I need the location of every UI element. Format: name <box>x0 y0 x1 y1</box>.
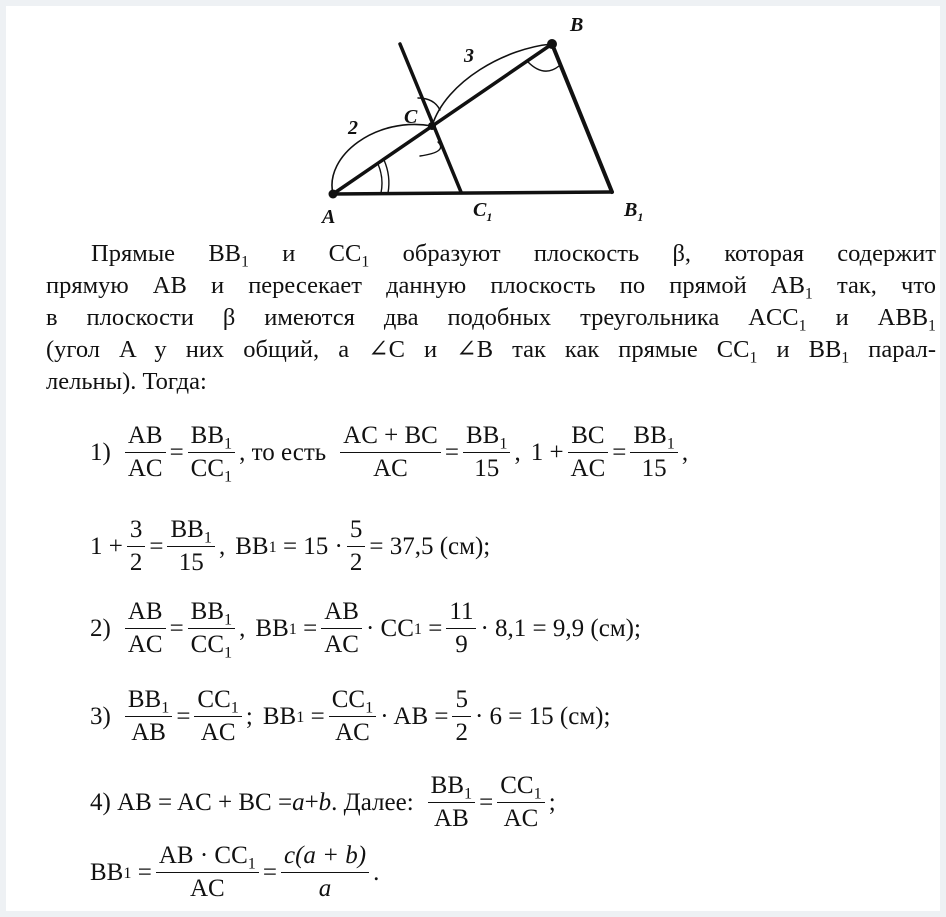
paragraph-line-1: Прямые $BB_1$ и $CC_1$ образуют плоскость β, которая содержит <box>91 240 937 271</box>
paragraph-line-5: лельны). Тогда: <box>46 368 207 395</box>
fraction: $\frac{AB}{AC}$ <box>125 422 166 483</box>
fraction: $\frac{BB_1}{15}$ <box>463 422 510 483</box>
fraction: $\frac{5}{2}$ <box>347 516 366 577</box>
point-A <box>329 190 338 199</box>
label-B1: $B_1$ <box>624 199 644 224</box>
point-C <box>428 122 436 130</box>
label-B: B <box>570 14 584 36</box>
fraction: $\frac{AB \cdot CC_1}{AC}$ <box>156 842 259 903</box>
paragraph-line-3: в плоскости β имеются два подобных треугольника $ACC_1$ и $ABB_1$ <box>46 304 936 335</box>
fraction: $\frac{3}{2}$ <box>127 516 146 577</box>
fraction: $\frac{c(a + b)}{a}$ <box>281 842 369 903</box>
segment-AB <box>333 44 552 194</box>
point-B <box>547 39 557 49</box>
label-seg-CB: 3 <box>464 45 474 67</box>
fraction: $\frac{CC_1}{AC}$ <box>194 686 241 747</box>
angle-A-arc2 <box>384 160 389 193</box>
equation-2: 2) $\frac{AB}{AC}$ = $\frac{BB_1}{CC_1}$ , BB 1 = $\frac{AB}{AC}$ · CC 1 = $\frac{11}{9}$ · 8,1 = 9,9 (см); <box>90 598 641 662</box>
solution-paragraph <box>46 238 936 398</box>
fraction: $\frac{BB_1}{15}$ <box>630 422 677 483</box>
label-seg-AC: 2 <box>348 117 358 139</box>
fraction: $\frac{BB_1}{CC_1}$ <box>188 422 235 483</box>
step-number: 1) <box>90 438 111 466</box>
equation-5: BB 1 = $\frac{AB \cdot CC_1}{AC}$ = $\frac{c(a + b)}{a}$ . <box>90 842 380 902</box>
segment-BB1 <box>552 44 612 192</box>
paragraph-line-4: (угол A у них общий, а ∠C и ∠B так как прямые $CC_1$ и $BB_1$ парал- <box>46 336 937 367</box>
fraction: $\frac{11}{9}$ <box>446 598 476 659</box>
fraction: $\frac{5}{2}$ <box>452 686 471 747</box>
fraction: $\frac{CC_1}{AC}$ <box>329 686 376 747</box>
fraction: $\frac{BB_1}{AB}$ <box>428 772 475 833</box>
equation-1: 1) $\frac{AB}{AC}$ = $\frac{BB_1}{CC_1}$ , то есть $\frac{AC + BC}{AC}$ = $\frac{BB_1}{15}$ , 1 + $\frac{BC}{AC}$ = $\frac{BB_1}{15}$ , <box>90 422 689 486</box>
geometry-figure <box>6 6 940 236</box>
angle-B-arc <box>528 62 559 71</box>
paragraph-line-2: прямую AB и пересекает данную плоскость по прямой $AB_1$ так, что <box>46 272 936 303</box>
fraction: $\frac{AC + BC}{AC}$ <box>340 422 441 483</box>
fraction: $\frac{AB}{AC}$ <box>321 598 362 659</box>
fraction: $\frac{BC}{AC}$ <box>568 422 609 483</box>
equation-1b: 1 + $\frac{3}{2}$ = $\frac{BB_1}{15}$ , BB 1 = 15 · $\frac{5}{2}$ = 37,5 (см); <box>90 516 491 576</box>
fraction: $\frac{BB_1}{15}$ <box>167 516 214 577</box>
fraction: $\frac{CC_1}{AC}$ <box>497 772 544 833</box>
angle-A-arc1 <box>378 164 382 193</box>
fraction: $\frac{AB}{AC}$ <box>125 598 166 659</box>
step-number: 2) <box>90 614 111 642</box>
angle-C-arc2 <box>420 142 441 156</box>
step-number: 4) <box>90 788 111 816</box>
fraction: $\frac{BB_1}{AB}$ <box>125 686 172 747</box>
equation-3: 3) $\frac{BB_1}{AB}$ = $\frac{CC_1}{AC}$ ; BB 1 = $\frac{CC_1}{AC}$ · AB = $\frac{5}{2}$ · 6 = 15 (см); <box>90 686 611 746</box>
step-number: 3) <box>90 702 111 730</box>
label-A: A <box>322 206 336 228</box>
segment-AB1 <box>333 192 612 194</box>
label-C1: $C_1$ <box>473 199 493 224</box>
document-page <box>6 6 940 911</box>
equation-4: 4) AB = AC + BC = a + b . Далее: $\frac{BB_1}{AB}$ = $\frac{CC_1}{AC}$ ; <box>90 772 556 832</box>
label-C: C <box>404 106 418 128</box>
fraction: $\frac{BB_1}{CC_1}$ <box>188 598 235 659</box>
